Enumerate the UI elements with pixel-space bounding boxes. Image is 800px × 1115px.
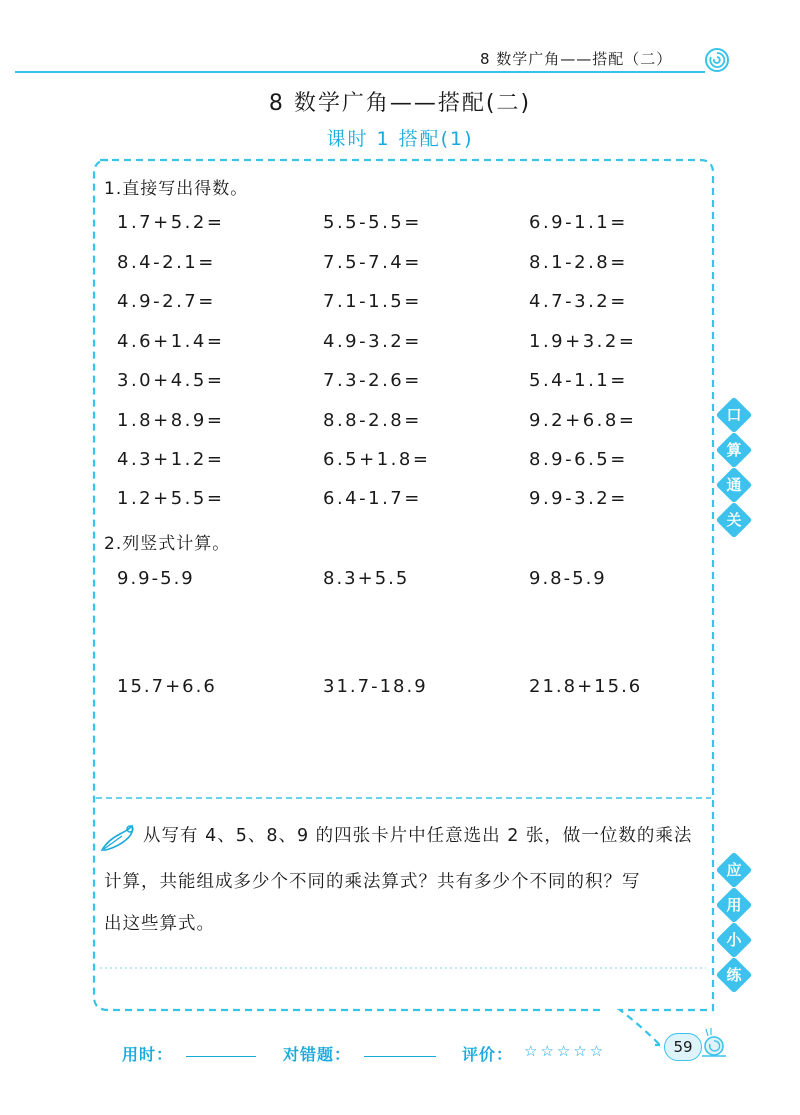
arithmetic-problem: 8.4-2.1=	[117, 252, 216, 273]
lesson-subtitle: 课时 1 搭配(1)	[326, 128, 474, 150]
errors-blank[interactable]	[364, 1056, 436, 1057]
vertical-calc-problem: 8.3+5.5	[323, 568, 410, 589]
side-tab-char: 应	[726, 861, 742, 879]
application-problem-line: 从写有 4、5、8、9 的四张卡片中任意选出 2 张，做一位数的乘法	[143, 826, 693, 846]
arithmetic-problem: 8.8-2.8=	[323, 410, 422, 431]
time-blank[interactable]	[186, 1056, 256, 1057]
arithmetic-problem: 4.9-3.2=	[323, 331, 422, 352]
vertical-calc-problem: 21.8+15.6	[529, 676, 643, 697]
side-tab-char: 练	[726, 966, 742, 984]
page-number: 59	[664, 1033, 702, 1061]
time-label: 用时：	[122, 1045, 174, 1064]
vertical-calc-problem: 31.7-18.9	[323, 676, 428, 697]
side-tab-char: 小	[726, 931, 742, 949]
errors-label: 对错题：	[283, 1045, 352, 1064]
arithmetic-problem: 4.6+1.4=	[117, 331, 225, 352]
vertical-calc-problem: 9.9-5.9	[117, 568, 195, 589]
arithmetic-problem: 1.7+5.2=	[117, 212, 225, 233]
arithmetic-problem: 5.4-1.1=	[529, 370, 628, 391]
section1-title: 1.直接写出得数。	[104, 179, 249, 199]
arithmetic-problem: 8.9-6.5=	[529, 449, 628, 470]
vertical-calc-problem: 9.8-5.9	[529, 568, 607, 589]
arithmetic-problem: 9.2+6.8=	[529, 410, 637, 431]
arithmetic-problem: 7.5-7.4=	[323, 252, 422, 273]
side-tab-char: 通	[726, 476, 742, 494]
snail-icon	[698, 1026, 730, 1060]
arithmetic-problem: 3.0+4.5=	[117, 370, 225, 391]
arithmetic-problem: 9.9-3.2=	[529, 488, 628, 509]
quill-pen-icon	[98, 822, 138, 854]
side-tab-char: 关	[726, 511, 742, 529]
arithmetic-problem: 1.2+5.5=	[117, 488, 225, 509]
arithmetic-problem: 4.9-2.7=	[117, 291, 216, 312]
arithmetic-problem: 4.7-3.2=	[529, 291, 628, 312]
running-header: 8 数学广角——搭配（二）	[480, 50, 673, 68]
arithmetic-problem: 6.5+1.8=	[323, 449, 431, 470]
arithmetic-problem: 6.9-1.1=	[529, 212, 628, 233]
arithmetic-problem: 1.9+3.2=	[529, 331, 637, 352]
application-problem-line: 计算，共能组成多少个不同的乘法算式？共有多少个不同的积？写	[104, 872, 641, 892]
arithmetic-problem: 4.3+1.2=	[117, 449, 225, 470]
arithmetic-problem: 7.1-1.5=	[323, 291, 422, 312]
vertical-calc-problem: 15.7+6.6	[117, 676, 217, 697]
arithmetic-problem: 6.4-1.7=	[323, 488, 422, 509]
application-problem-line: 出这些算式。	[104, 914, 215, 934]
rating-label: 评价：	[462, 1045, 514, 1064]
side-tab-char: 口	[726, 406, 742, 424]
side-tab-char: 算	[726, 441, 742, 459]
arithmetic-problem: 7.3-2.6=	[323, 370, 422, 391]
arithmetic-problem: 5.5-5.5=	[323, 212, 422, 233]
arithmetic-problem: 8.1-2.8=	[529, 252, 628, 273]
side-tab-char: 用	[726, 896, 742, 914]
section2-title: 2.列竖式计算。	[104, 534, 231, 554]
rating-stars[interactable]: ☆☆☆☆☆	[524, 1042, 607, 1060]
arithmetic-problem: 1.8+8.9=	[117, 410, 225, 431]
page-title: 8 数学广角——搭配(二)	[268, 91, 532, 116]
